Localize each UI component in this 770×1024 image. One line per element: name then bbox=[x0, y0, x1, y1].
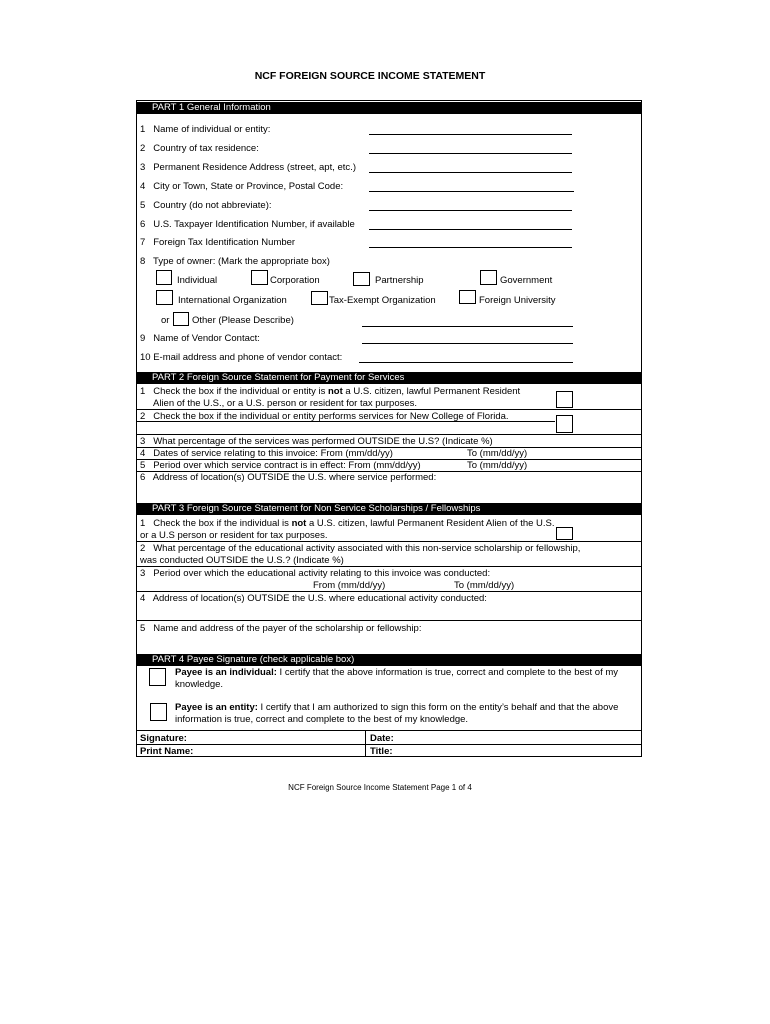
income-statement-form bbox=[136, 100, 642, 757]
part2-item1-checkbox[interactable] bbox=[556, 391, 573, 408]
part3-item1-text-cont: or a U.S person or resident for tax purposes. bbox=[140, 530, 328, 541]
corporation-label: Corporation bbox=[270, 275, 320, 286]
part4-header: PART 4 Payee Signature (check applicable box) bbox=[136, 654, 642, 666]
part2-header: PART 2 Foreign Source Statement for Payment for Services bbox=[136, 372, 642, 384]
international-org-checkbox[interactable] bbox=[156, 290, 173, 305]
or-label: or bbox=[161, 315, 170, 326]
part3-item1-checkbox[interactable] bbox=[556, 527, 573, 540]
field-10-label: 10 E-mail address and phone of vendor contact: bbox=[140, 352, 343, 363]
international-org-label: International Organization bbox=[178, 295, 287, 306]
individual-label: Individual bbox=[177, 275, 218, 286]
field-7-input[interactable] bbox=[369, 247, 572, 248]
field-3-label: 3 Permanent Residence Address (street, apt, etc.) bbox=[140, 162, 356, 173]
payee-individual-text-cont: knowledge. bbox=[175, 679, 224, 690]
part3-item4-text: 4 Address of location(s) OUTSIDE the U.S. where educational activity conducted: bbox=[140, 593, 487, 604]
other-checkbox[interactable] bbox=[173, 312, 189, 326]
foreign-university-label: Foreign University bbox=[479, 295, 556, 306]
field-1-input[interactable] bbox=[369, 134, 572, 135]
part2-item1-text: 1 Check the box if the individual or entity is not a U.S. citizen, lawful Permanent Resident bbox=[140, 386, 521, 397]
other-label: Other (Please Describe) bbox=[192, 315, 294, 326]
payee-entity-text-cont: information is true, correct and complete to the best of my knowledge. bbox=[175, 714, 469, 725]
part2-item4-to: To (mm/dd/yy) bbox=[467, 448, 528, 459]
field-9-label: 9 Name of Vendor Contact: bbox=[140, 333, 260, 344]
partnership-label: Partnership bbox=[375, 275, 424, 286]
field-5-label: 5 Country (do not abbreviate): bbox=[140, 200, 272, 211]
part2-item5-text: 5 Period over which service contract is in effect: From (mm/dd/yy) bbox=[140, 460, 421, 471]
part3-item5-text: 5 Name and address of the payer of the scholarship or fellowship: bbox=[140, 623, 422, 634]
other-describe-input[interactable] bbox=[362, 326, 573, 327]
part2-item2-checkbox[interactable] bbox=[556, 415, 573, 433]
government-checkbox[interactable] bbox=[480, 270, 497, 285]
field-7-label: 7 Foreign Tax Identification Number bbox=[140, 237, 296, 248]
field-6-label: 6 U.S. Taxpayer Identification Number, if available bbox=[140, 219, 355, 230]
field-2-label: 2 Country of tax residence: bbox=[140, 143, 259, 154]
individual-checkbox[interactable] bbox=[156, 270, 172, 285]
part3-item2-text: 2 What percentage of the educational activity associated with this non-service scholarship or fellowship, bbox=[140, 543, 581, 554]
tax-exempt-label: Tax-Exempt Organization bbox=[329, 295, 436, 306]
field-2-input[interactable] bbox=[369, 153, 572, 154]
part2-item2-text: 2 Check the box if the individual or entity performs services for New College of Florida. bbox=[140, 411, 509, 422]
page-footer: NCF Foreign Source Income Statement Page 1 of 4 bbox=[288, 783, 472, 792]
field-9-input[interactable] bbox=[362, 343, 573, 344]
field-1-label: 1 Name of individual or entity: bbox=[140, 124, 271, 135]
part3-item3-to: To (mm/dd/yy) bbox=[454, 580, 515, 591]
part3-item3-text: 3 Period over which the educational activity relating to this invoice was conducted: bbox=[140, 568, 491, 579]
partnership-checkbox[interactable] bbox=[353, 272, 370, 286]
government-label: Government bbox=[500, 275, 553, 286]
part3-item1-text: 1 Check the box if the individual is not a U.S. citizen, lawful Permanent Resident Alien of the U.S. bbox=[140, 518, 555, 529]
field-3-input[interactable] bbox=[369, 172, 572, 173]
date-label: Date: bbox=[370, 733, 394, 744]
title-label: Title: bbox=[370, 746, 393, 757]
field-8-label: 8 Type of owner: (Mark the appropriate box) bbox=[140, 256, 330, 267]
payee-individual-checkbox[interactable] bbox=[149, 668, 166, 686]
part2-item5-to: To (mm/dd/yy) bbox=[467, 460, 528, 471]
corporation-checkbox[interactable] bbox=[251, 270, 268, 285]
field-10-input[interactable] bbox=[359, 362, 573, 363]
signature-label: Signature: bbox=[140, 733, 187, 744]
field-4-input[interactable] bbox=[369, 191, 574, 192]
tax-exempt-checkbox[interactable] bbox=[311, 291, 328, 305]
part2-item6-text: 6 Address of location(s) OUTSIDE the U.S. where service performed: bbox=[140, 472, 437, 483]
foreign-university-checkbox[interactable] bbox=[459, 290, 476, 304]
part2-item4-text: 4 Dates of service relating to this invoice: From (mm/dd/yy) bbox=[140, 448, 393, 459]
field-4-label: 4 City or Town, State or Province, Postal Code: bbox=[140, 181, 344, 192]
payee-individual-text: Payee is an individual: I certify that the above information is true, correct and complete to the best of my bbox=[175, 667, 619, 678]
part3-item3-from: From (mm/dd/yy) bbox=[313, 580, 386, 591]
page-title: NCF FOREIGN SOURCE INCOME STATEMENT bbox=[254, 70, 486, 82]
print-name-label: Print Name: bbox=[140, 746, 194, 757]
part2-item1-text-cont: Alien of the U.S., or a U.S. person or resident for tax purposes. bbox=[153, 398, 418, 409]
part2-item3-text: 3 What percentage of the services was performed OUTSIDE the U.S? (Indicate %) bbox=[140, 436, 493, 447]
field-5-input[interactable] bbox=[369, 210, 572, 211]
part3-header: PART 3 Foreign Source Statement for Non Service Scholarships / Fellowships bbox=[136, 503, 642, 515]
field-6-input[interactable] bbox=[369, 229, 572, 230]
part1-header: PART 1 General Information bbox=[136, 102, 642, 114]
payee-entity-checkbox[interactable] bbox=[150, 703, 167, 721]
payee-entity-text: Payee is an entity: I certify that I am authorized to sign this form on the entity’s behalf and that the above bbox=[175, 702, 619, 713]
part3-item2-text-cont: was conducted OUTSIDE the U.S.? (Indicate %) bbox=[140, 555, 344, 566]
